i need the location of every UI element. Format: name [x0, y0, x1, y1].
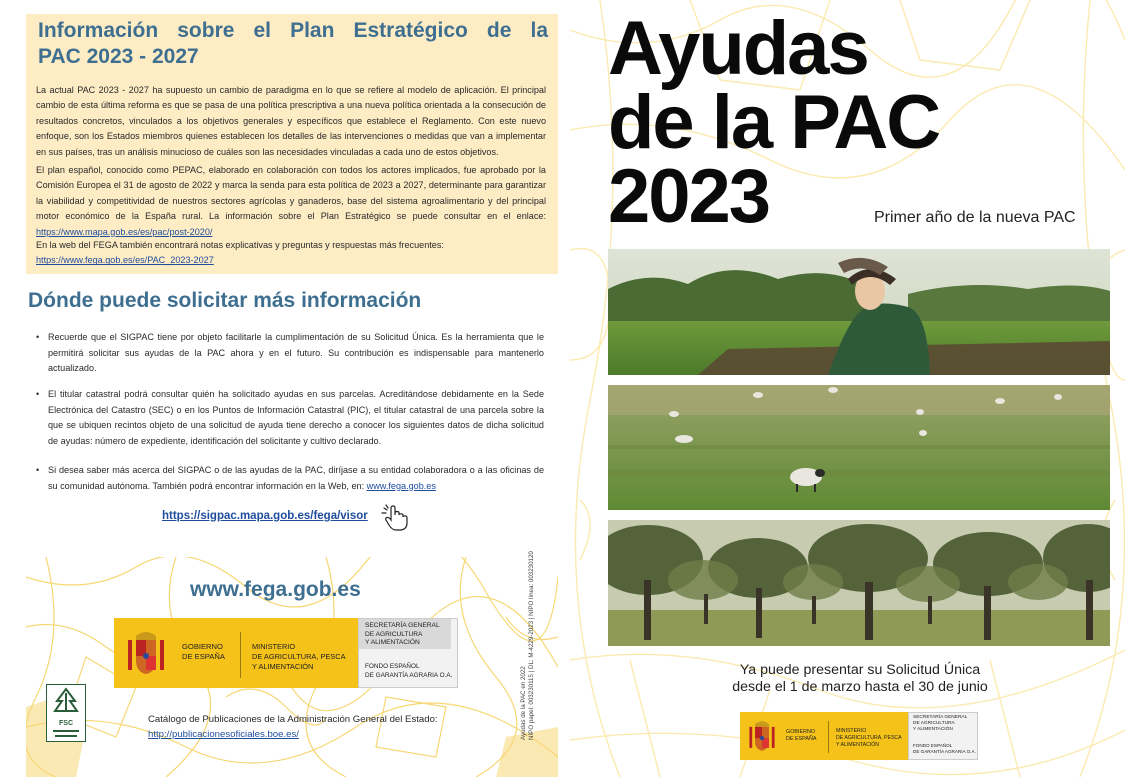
- fondo-text: [365, 663, 452, 680]
- gobierno-text: [182, 642, 225, 662]
- photo-farmer-field: [608, 249, 1110, 375]
- fsc-label: FSC: [59, 720, 73, 727]
- fondo-line1: FONDO ESPAÑOL: [913, 743, 953, 748]
- fondo-line2: DE GARANTÍA AGRARIA O.A.: [913, 749, 976, 754]
- ministerio-line1: MINISTERIO: [252, 642, 296, 651]
- ministerio-line1: MINISTERIO: [836, 728, 867, 734]
- info-paragraph-2: [36, 163, 546, 240]
- bullet-dot: •: [36, 465, 40, 475]
- solicitud-text: [610, 662, 1110, 696]
- secretaria-line2: DE AGRICULTURA: [913, 721, 955, 726]
- gobierno-line1: GOBIERNO: [182, 642, 223, 651]
- secretaria-text: [365, 622, 440, 648]
- secretaria-line1: SECRETARÍA GENERAL: [365, 622, 440, 629]
- logo-divider: [828, 721, 829, 753]
- bullet-dot: •: [36, 332, 40, 342]
- bullet-dot: •: [36, 389, 40, 399]
- bullet-sigpac: [36, 330, 544, 377]
- vertical-line2: NIPO papel: 003230115 | DL: M-4229-2023 | NIPO línea: 003230120: [528, 551, 535, 740]
- gobierno-line1: GOBIERNO: [786, 729, 816, 735]
- coat-of-arms-icon: [748, 718, 776, 754]
- coat-of-arms-icon: [126, 628, 166, 678]
- bullet-saber-mas-text: Si desea saber más acerca del SIGPAC o de las ayudas de la PAC, diríjase a su entidad colaboradora o a las oficinas de su comunidad autónoma. También podrá encontrar información en la Web, en:: [48, 465, 544, 491]
- bullet-sigpac-text: Recuerde que el SIGPAC tiene por objeto facilitarle la cumplimentación de su Solicitud Única. Es la herramienta que le permitirá solicitar sus ayudas de la PAC ahora y en el futuro. Su contribución es indispensable para mantenerlo actualizado.: [48, 332, 544, 374]
- catalog-text: Catálogo de Publicaciones de la Administración General del Estado:: [148, 714, 438, 725]
- cover-title: [608, 6, 940, 239]
- ministerio-text: [252, 642, 346, 672]
- solicitud-line2: desde el 1 de marzo hasta el 30 de junio: [732, 679, 988, 695]
- secretaria-block: [358, 618, 458, 688]
- ministerio-line2: DE AGRICULTURA, PESCA: [836, 735, 902, 741]
- fondo-text: [913, 743, 976, 755]
- info-paragraph-3-text: En la web del FEGA también encontrará notas explicativas y preguntas y respuestas más frecuentes:: [36, 240, 444, 250]
- gobierno-logo-block: [114, 618, 458, 688]
- secretaria-text: [913, 715, 967, 733]
- fsc-logo: [46, 684, 86, 742]
- bullet-saber-mas: [36, 463, 544, 494]
- logo-divider: [240, 632, 241, 678]
- boe-link[interactable]: http://publicacionesoficiales.boe.es/: [148, 728, 299, 740]
- secretaria-line2: DE AGRICULTURA: [365, 630, 423, 638]
- mapa-pac-link[interactable]: https://www.mapa.gob.es/es/pac/post-2020/: [36, 226, 213, 237]
- pointer-hand-icon: [380, 504, 412, 532]
- gobierno-text: [786, 729, 816, 743]
- info-title-line2: PAC 2023 - 2027: [38, 45, 199, 68]
- vertical-legal-text: [520, 551, 536, 740]
- photo-olive-grove: [608, 520, 1110, 646]
- gobierno-logo-block-cover: [740, 712, 978, 760]
- gobierno-line2: DE ESPAÑA: [786, 736, 817, 742]
- cover-title-line3: 2023: [608, 154, 770, 239]
- info-title: [38, 18, 548, 70]
- bullet-titular: [36, 387, 544, 449]
- fsc-tree-icon: [47, 685, 85, 715]
- info-paragraph-3: [36, 238, 546, 269]
- info-paragraph-1: La actual PAC 2023 - 2027 ha supuesto un cambio de paradigma en lo que se refiere al modelo de aplicación. El principal cambio de esta última reforma es que se pasa de una política prescriptiva a una nueva política orientada a la consecución de resultados concretos, vinculados a los objetivos generales y específicos que establece el Reglamento. Con este nuevo enfoque, son los Estados miembros quienes establecen los detalles de las intervenciones o medidas que van a implementar en sus países, tras un análisis minucioso de cuáles son las necesidades vinculadas a cada uno de estos objetivos.: [36, 85, 546, 157]
- ministerio-line3: Y ALIMENTACIÓN: [836, 742, 880, 748]
- fondo-line1: FONDO ESPAÑOL: [365, 663, 420, 670]
- secretaria-block: [908, 712, 978, 760]
- bullet-titular-text: El titular catastral podrá consultar quién ha solicitado ayudas en sus parcelas. Acreditándose debidamente en la Sede Electrónica del Catastro (SEC) o en los Puntos de Información Catastral (PIC), el titular catastral de una parcela sobre la que se ubiquen recintos objeto de una solicitud de ayuda tiene derecho a conocer los siguientes datos de dicha solicitud de ayudas: número de expediente, identificación del solicitante y cultivo declarado.: [48, 389, 544, 446]
- catalog-block: [148, 713, 438, 742]
- ministerio-line2: DE AGRICULTURA, PESCA: [252, 652, 346, 661]
- cover-title-line1: Ayudas: [608, 6, 868, 91]
- gobierno-line2: DE ESPAÑA: [182, 652, 225, 661]
- secretaria-line3: Y ALIMENTACIÓN: [365, 639, 420, 646]
- photo-sheep-pasture: [608, 385, 1110, 510]
- secretaria-line1: SECRETARÍA GENERAL: [913, 715, 968, 720]
- secretaria-line3: Y ALIMENTACIÓN: [913, 727, 953, 732]
- fega-url[interactable]: www.fega.gob.es: [190, 578, 361, 601]
- vertical-line1: Ayudas de la PAC en 2022: [520, 666, 527, 740]
- ministerio-text: [836, 728, 902, 749]
- solicitud-line1: Ya puede presentar su Solicitud Única: [739, 662, 981, 678]
- ministerio-line3: Y ALIMENTACIÓN: [252, 662, 314, 671]
- fondo-line2: DE GARANTÍA AGRARIA O.A.: [365, 671, 453, 679]
- info-title-line1: Información sobre el Plan Estratégico de la: [38, 19, 548, 42]
- cover-subtitle: Primer año de la nueva PAC: [874, 209, 1076, 226]
- donde-title: Dónde puede solicitar más información: [28, 289, 422, 312]
- fega-web-link[interactable]: www.fega.gob.es: [366, 480, 436, 491]
- cover-title-line2: de la PAC: [608, 80, 940, 165]
- info-paragraph-2-text: El plan español, conocido como PEPAC, elaborado en colaboración con todos los actores implicados, fue aprobado por la Comisión Europea el 31 de agosto de 2022 y marca la senda para esta política de 2023 a 2027, determinante para garantizar la viabilidad y competitividad de nuestros sectores agrícolas y ganaderos, base del sistema agroalimentario y del principal motor económico de la España rural. La información sobre el Plan Estratégico se puede consultar en el enlace:: [36, 165, 546, 222]
- sigpac-visor-link[interactable]: https://sigpac.mapa.gob.es/fega/visor: [162, 510, 368, 522]
- fega-pac-link[interactable]: https://www.fega.gob.es/es/PAC_2023-2027: [36, 255, 214, 266]
